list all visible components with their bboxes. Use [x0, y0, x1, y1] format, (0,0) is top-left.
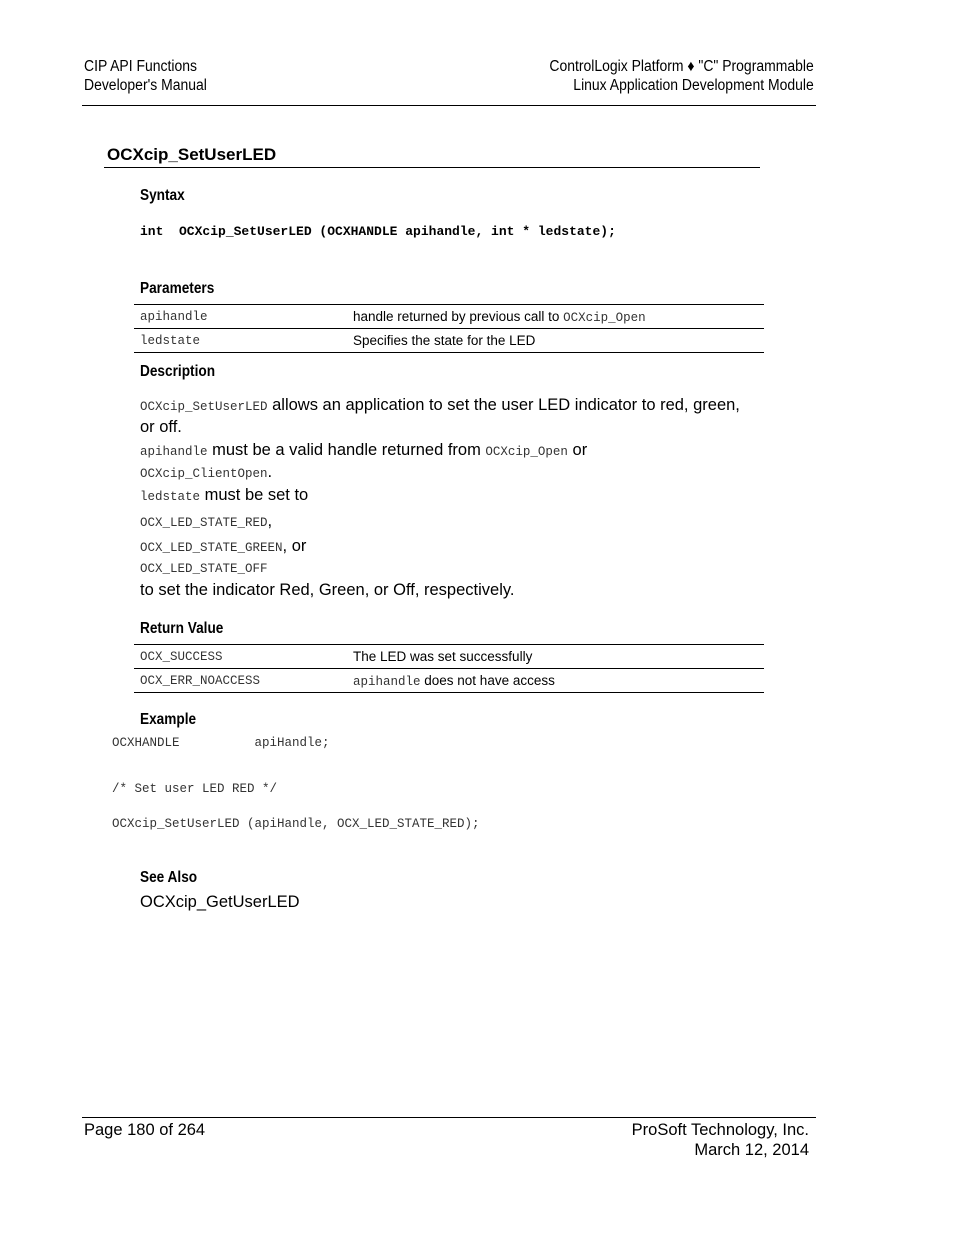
return-desc-text: does not have access — [420, 672, 555, 688]
state-red-suffix: , — [267, 512, 273, 530]
description-heading: Description — [140, 363, 216, 380]
description-para-2 — [140, 440, 740, 484]
state-red-code: OCX_LED_STATE_RED — [140, 516, 268, 530]
param-desc-text: Specifies the state for the LED — [353, 333, 536, 348]
section-title: OCXcip_SetUserLED — [107, 145, 277, 164]
param-desc — [347, 329, 764, 353]
return-desc — [347, 669, 764, 693]
description-text: must be set to — [200, 486, 309, 504]
param-desc-code: OCXcip_Open — [563, 310, 646, 325]
syntax-heading: Syntax — [140, 187, 185, 204]
description-para-4: to set the indicator Red, Green, or Off, respectively. — [140, 581, 515, 599]
state-green-code: OCX_LED_STATE_GREEN — [140, 541, 283, 555]
see-also-heading: See Also — [140, 869, 198, 886]
param-desc-text: handle returned by previous call to — [353, 308, 564, 324]
footer-rule — [82, 1117, 816, 1118]
header-right — [550, 57, 814, 95]
description-text: . — [267, 463, 273, 481]
description-para-3 — [140, 485, 740, 507]
state-green-suffix: , or — [282, 537, 307, 555]
description-text: allows an application to set the user LED indicator to red, green, or off. — [140, 396, 740, 436]
table-row — [134, 669, 764, 693]
state-off-code: OCX_LED_STATE_OFF — [140, 562, 268, 576]
example-line-comment: /* Set user LED RED */ — [112, 782, 278, 796]
client-open-code: OCXcip_ClientOpen — [140, 467, 268, 481]
param-name: apihandle — [134, 305, 347, 329]
description-para-1 — [140, 395, 740, 437]
table-row — [134, 645, 764, 669]
header-rule — [82, 105, 816, 106]
header-doc-title: CIP API Functions — [84, 58, 197, 75]
header-module: Linux Application Development Module — [573, 77, 814, 94]
apihandle-code: apihandle — [140, 445, 208, 459]
document-date: March 12, 2014 — [694, 1141, 809, 1159]
return-desc-code: apihandle — [353, 674, 421, 689]
section-title-rule — [104, 167, 760, 168]
table-row — [134, 329, 764, 353]
state-green — [140, 536, 740, 558]
header-doc-subtitle: Developer's Manual — [84, 77, 207, 94]
state-off — [140, 557, 740, 579]
param-desc — [347, 305, 764, 329]
footer-right — [632, 1120, 809, 1160]
ledstate-code: ledstate — [140, 490, 201, 504]
see-also-link[interactable]: OCXcip_GetUserLED — [140, 893, 300, 911]
syntax-code: int OCXcip_SetUserLED (OCXHANDLE apihandle, int * ledstate); — [140, 224, 616, 239]
parameters-heading: Parameters — [140, 280, 215, 297]
param-name: ledstate — [134, 329, 347, 353]
example-heading: Example — [140, 711, 197, 728]
page-number: Page 180 of 264 — [84, 1121, 206, 1139]
return-desc — [347, 645, 764, 669]
function-name-code: OCXcip_SetUserLED — [140, 400, 268, 414]
parameters-table — [134, 304, 764, 353]
header-left — [84, 57, 207, 95]
description-text: must be a valid handle returned from — [207, 441, 486, 459]
return-code: OCX_SUCCESS — [134, 645, 347, 669]
return-value-table — [134, 644, 764, 693]
open-code: OCXcip_Open — [485, 445, 568, 459]
state-red — [140, 511, 740, 533]
header-platform: ControlLogix Platform ♦ "C" Programmable — [549, 58, 814, 75]
return-value-heading: Return Value — [140, 620, 224, 637]
company-name: ProSoft Technology, Inc. — [631, 1121, 809, 1139]
example-line-declaration: OCXHANDLE apiHandle; — [112, 736, 330, 750]
table-row — [134, 305, 764, 329]
return-desc-text: The LED was set successfully — [353, 649, 533, 664]
example-line-call: OCXcip_SetUserLED (apiHandle, OCX_LED_STATE_RED); — [112, 817, 480, 831]
return-code: OCX_ERR_NOACCESS — [134, 669, 347, 693]
description-text: or — [567, 441, 588, 459]
